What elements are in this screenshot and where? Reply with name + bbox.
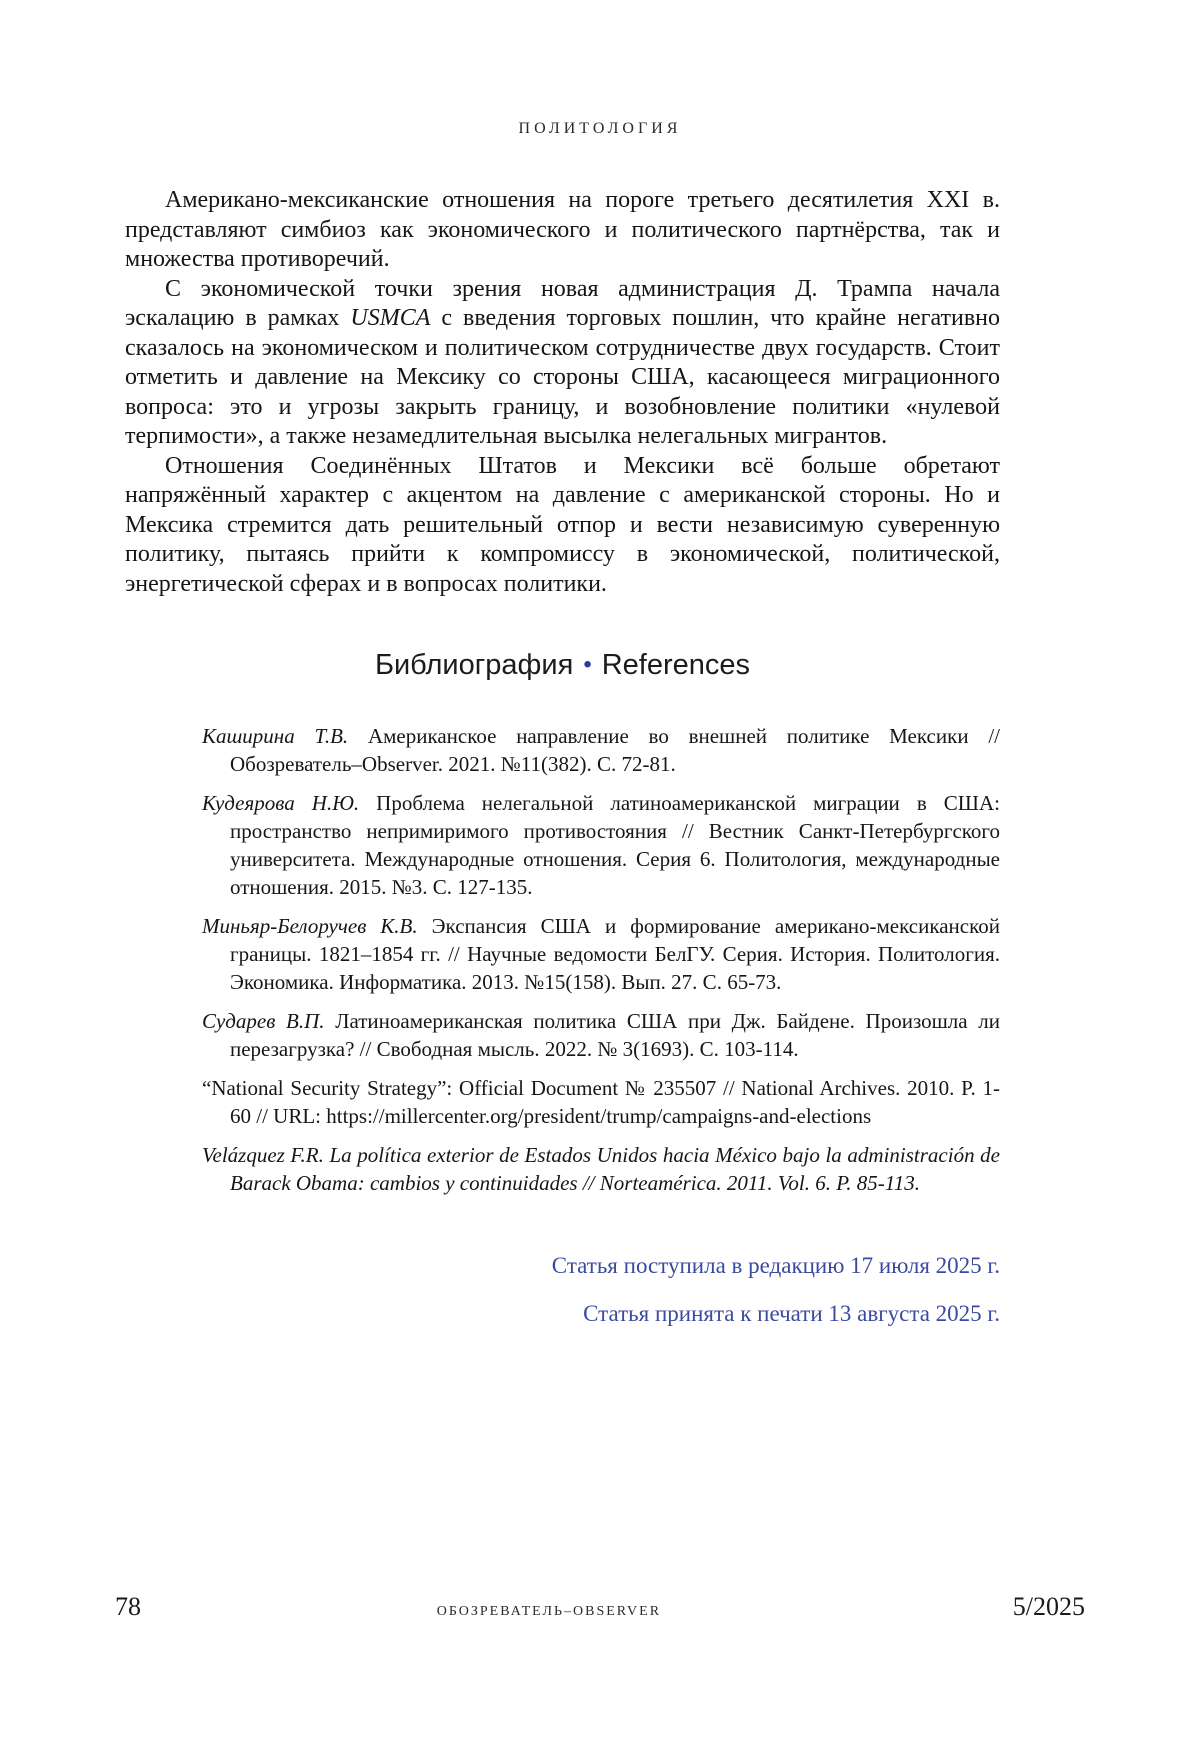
bullet-separator-icon: • bbox=[583, 651, 592, 678]
bibliography-list bbox=[202, 722, 1000, 1197]
paragraph-3-text: Отношения Соединённых Штатов и Мексики всё больше обретают напряжённый характер с акцентом на давление с американской стороны. Но и Мексика стремится дать решительный отпор и вести независимую суверенную политику, пытаясь прийти к компромиссу в экономической, политической, энергетической сферах и в вопросах политики. bbox=[125, 452, 1000, 597]
article-dates bbox=[125, 1253, 1000, 1327]
paragraph-2-text-after: с введения торговых пошлин, что крайне негативно сказалось на экономическом и политическом сотрудничестве двух государств. Стоит отметить и давление на Мексику со стороны США, касающееся миграционного вопроса: это и угрозы закрыть границу, и возобновление политики «нулевой терпимости», а также незамедлительная высылка нелегальных мигрантов. bbox=[125, 305, 1000, 449]
bibliography-entry bbox=[202, 1141, 1000, 1197]
entry-author: Сударев В.П. bbox=[202, 1009, 325, 1033]
entry-text: La política exterior de Estados Unidos hacia México bajo la administración de Barack Obama: cambios y continuidades // Norteamérica. 2011. Vol. 6. P. 85-113. bbox=[230, 1143, 1000, 1195]
entry-author: Velázquez F.R. bbox=[202, 1143, 324, 1167]
entry-author: Каширина Т.В. bbox=[202, 724, 349, 748]
journal-name: ОБОЗРЕВАТЕЛЬ–OBSERVER bbox=[436, 1604, 662, 1619]
bibliography-entry bbox=[202, 722, 1000, 778]
bibliography-entry bbox=[202, 789, 1000, 901]
page-number: 78 bbox=[115, 1592, 141, 1621]
paragraph-1-text: Американо-мексиканские отношения на пороге третьего десятилетия XXI в. представляют симбиоз как экономического и политического партнёрства, так и множества противоречий. bbox=[125, 187, 1000, 272]
bibliography-entry bbox=[202, 1007, 1000, 1063]
entry-text: Американское направление во внешней политике Мексики // Обозреватель–Observer. 2021. №11(382). С. 72-81. bbox=[230, 724, 1000, 776]
date-accepted: Статья принята к печати 13 августа 2025 г. bbox=[583, 1301, 1000, 1326]
paragraph-3 bbox=[125, 452, 1000, 600]
bibliography-heading bbox=[125, 649, 1000, 682]
issue-number: 5/2025 bbox=[1012, 1592, 1085, 1621]
date-received: Статья поступила в редакцию 17 июля 2025 г. bbox=[551, 1253, 1000, 1278]
section-header bbox=[0, 0, 1200, 138]
entry-text: “National Security Strategy”: Official Document № 235507 // National Archives. 2010. P. 1-60 // URL: https://millercenter.org/president/trump/campaigns-and-elections bbox=[202, 1076, 1000, 1128]
paragraph-2-text-before: С экономической точки зрения новая администрация Д. Трампа начала эскалацию в рамках bbox=[125, 275, 1000, 331]
paragraph-2 bbox=[125, 275, 1000, 452]
bibliography-title-en: References bbox=[601, 649, 751, 681]
page-footer bbox=[115, 1592, 1085, 1622]
entry-text: Экспансия США и формирование американо-мексиканской границы. 1821–1854 гг. // Научные ведомости БелГУ. Серия. История. Политология. Экономика. Информатика. 2013. №15(158). Вып. 27. С. 65-73. bbox=[230, 914, 1000, 994]
entry-text: Латиноамериканская политика США при Дж. Байдене. Произошла ли перезагрузка? // Свободная мысль. 2022. № 3(1693). С. 103-114. bbox=[230, 1009, 1001, 1061]
bibliography-entry bbox=[202, 1074, 1000, 1130]
entry-text: Проблема нелегальной латиноамериканской миграции в США: пространство непримиримого противостояния // Вестник Санкт-Петербургского университета. Международные отношения. Серия 6. Политология, международные отношения. 2015. №3. С. 127-135. bbox=[230, 791, 1000, 899]
entry-author: Кудеярова Н.Ю. bbox=[202, 791, 360, 815]
entry-author: Миньяр-Белоручев К.В. bbox=[202, 914, 418, 938]
article-body bbox=[125, 186, 1000, 1327]
bibliography-title-ru: Библиография bbox=[374, 649, 574, 681]
usmca-term: USMCA bbox=[350, 305, 431, 331]
bibliography-entry bbox=[202, 912, 1000, 996]
paragraph-1 bbox=[125, 186, 1000, 275]
section-header-label: ПОЛИТОЛОГИЯ bbox=[518, 120, 682, 137]
